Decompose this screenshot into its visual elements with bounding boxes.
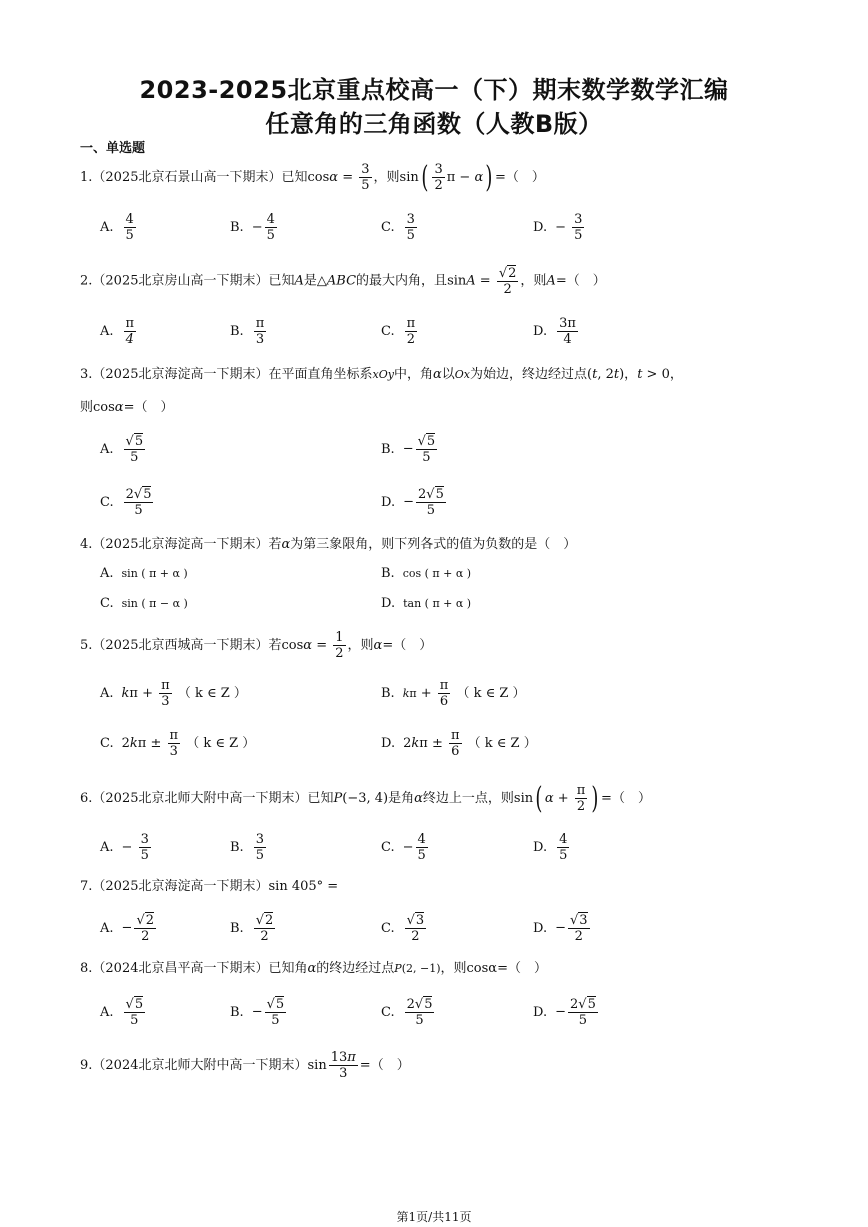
document-title-line1: 2023-2025北京重点校高一（下）期末数学数学汇编 [139, 76, 729, 104]
question-7: 7.（2025北京海淀高一下期末）sin 405° = [80, 879, 339, 894]
question-9: 9.（2024北京北师大附中高一下期末）sin $\frac{13\pi}{3}$ =（ ） [80, 1050, 410, 1081]
section-label: 一、单选题 [80, 141, 146, 156]
page-footer: 第1页/共11页 [396, 1210, 472, 1224]
q3-option-b: B. − $\frac{√5}{5}$ [381, 434, 436, 465]
q6-option-b: B. $\frac{3}{5}$ [230, 832, 264, 863]
q4-option-d: D. tan ( π + α ) [381, 596, 472, 611]
q2-option-c: C. $\frac{\pi}{2}$ [381, 316, 416, 347]
question-2: 2.（2025北京房山高一下期末）已知A是△ABC的最大内角，且sinA = $\frac{√2}{2}$ ，则A=（ ） [80, 266, 606, 297]
q6-option-a: A. − $\frac{3}{5}$ [100, 832, 149, 863]
question-1: 1.（2025北京石景山高一下期末）已知cosα = $\frac{3}{5}$ ，则sin( $\frac{3}{2}$ π − α) =（ ） [80, 159, 545, 195]
q5-option-a: A. kπ + $\frac{\pi}{3}$ （ k ∈ Z ） [100, 678, 247, 709]
q4-option-c: C. sin ( π − α ) [100, 596, 188, 611]
q1-option-c: C. $\frac{3}{5}$ [381, 212, 415, 243]
q3-option-c: C. $\frac{2√5}{5}$ [100, 487, 152, 518]
q7-option-d: D. − $\frac{√3}{2}$ [533, 913, 588, 944]
q3-option-a: A. $\frac{√5}{5}$ [100, 434, 144, 465]
question-5: 5.（2025北京西城高一下期末）若cosα = $\frac{1}{2}$ ，则α=（ ） [80, 630, 433, 661]
question-8: 8.（2024北京昌平高一下期末）已知角α的终边经过点P(2, −1)，则cosα=（ ） [80, 961, 547, 976]
q4-option-a: A. sin ( π + α ) [100, 566, 188, 581]
q1-option-d: D. − $\frac{3}{5}$ [533, 212, 583, 243]
q2-option-d: D. $\frac{3\pi}{4}$ [533, 316, 576, 347]
question-3: 3.（2025北京海淀高一下期末）在平面直角坐标系xOy中，角α以Ox为始边，终边经过点(t, 2t)，t > 0， [80, 367, 683, 382]
document-title-line2: 任意角的三角函数（人教B版） [265, 110, 603, 138]
q2-option-b: B. $\frac{\pi}{3}$ [230, 316, 265, 347]
q3-option-d: D. − $\frac{2√5}{5}$ [381, 487, 444, 518]
q5-option-d: D. 2kπ ± $\frac{\pi}{6}$ （ k ∈ Z ） [381, 728, 537, 759]
q2-option-a: A. $\frac{\pi}{4}$ [100, 316, 135, 347]
question-4: 4.（2025北京海淀高一下期末）若α为第三象限角，则下列各式的值为负数的是（ ） [80, 537, 577, 552]
q7-option-c: C. $\frac{√3}{2}$ [381, 913, 425, 944]
q5-option-b: B. kπ + $\frac{\pi}{6}$ （ k ∈ Z ） [381, 678, 526, 709]
q8-option-b: B. − $\frac{√5}{5}$ [230, 997, 285, 1028]
q8-option-c: C. $\frac{2√5}{5}$ [381, 997, 433, 1028]
q7-option-a: A. − $\frac{√2}{2}$ [100, 913, 155, 944]
q6-option-d: D. $\frac{4}{5}$ [533, 832, 568, 863]
q7-option-b: B. $\frac{√2}{2}$ [230, 913, 274, 944]
q1-option-b: B. − $\frac{4}{5}$ [230, 212, 275, 243]
q8-option-d: D. − $\frac{2√5}{5}$ [533, 997, 596, 1028]
question-6: 6.（2025北京北师大附中高一下期末）已知P(−3, 4)是角α终边上一点，则sin( α + $\frac{\pi}{2}$ ) =（ ） [80, 780, 651, 816]
q4-option-b: B. cos ( π + α ) [381, 566, 472, 581]
q5-option-c: C. 2kπ ± $\frac{\pi}{3}$ （ k ∈ Z ） [100, 728, 256, 759]
q6-option-c: C. − $\frac{4}{5}$ [381, 832, 426, 863]
q8-option-a: A. $\frac{√5}{5}$ [100, 997, 144, 1028]
q1-option-a: A. $\frac{4}{5}$ [100, 212, 134, 243]
question-3-line2: 则cosα=（ ） [80, 400, 174, 415]
